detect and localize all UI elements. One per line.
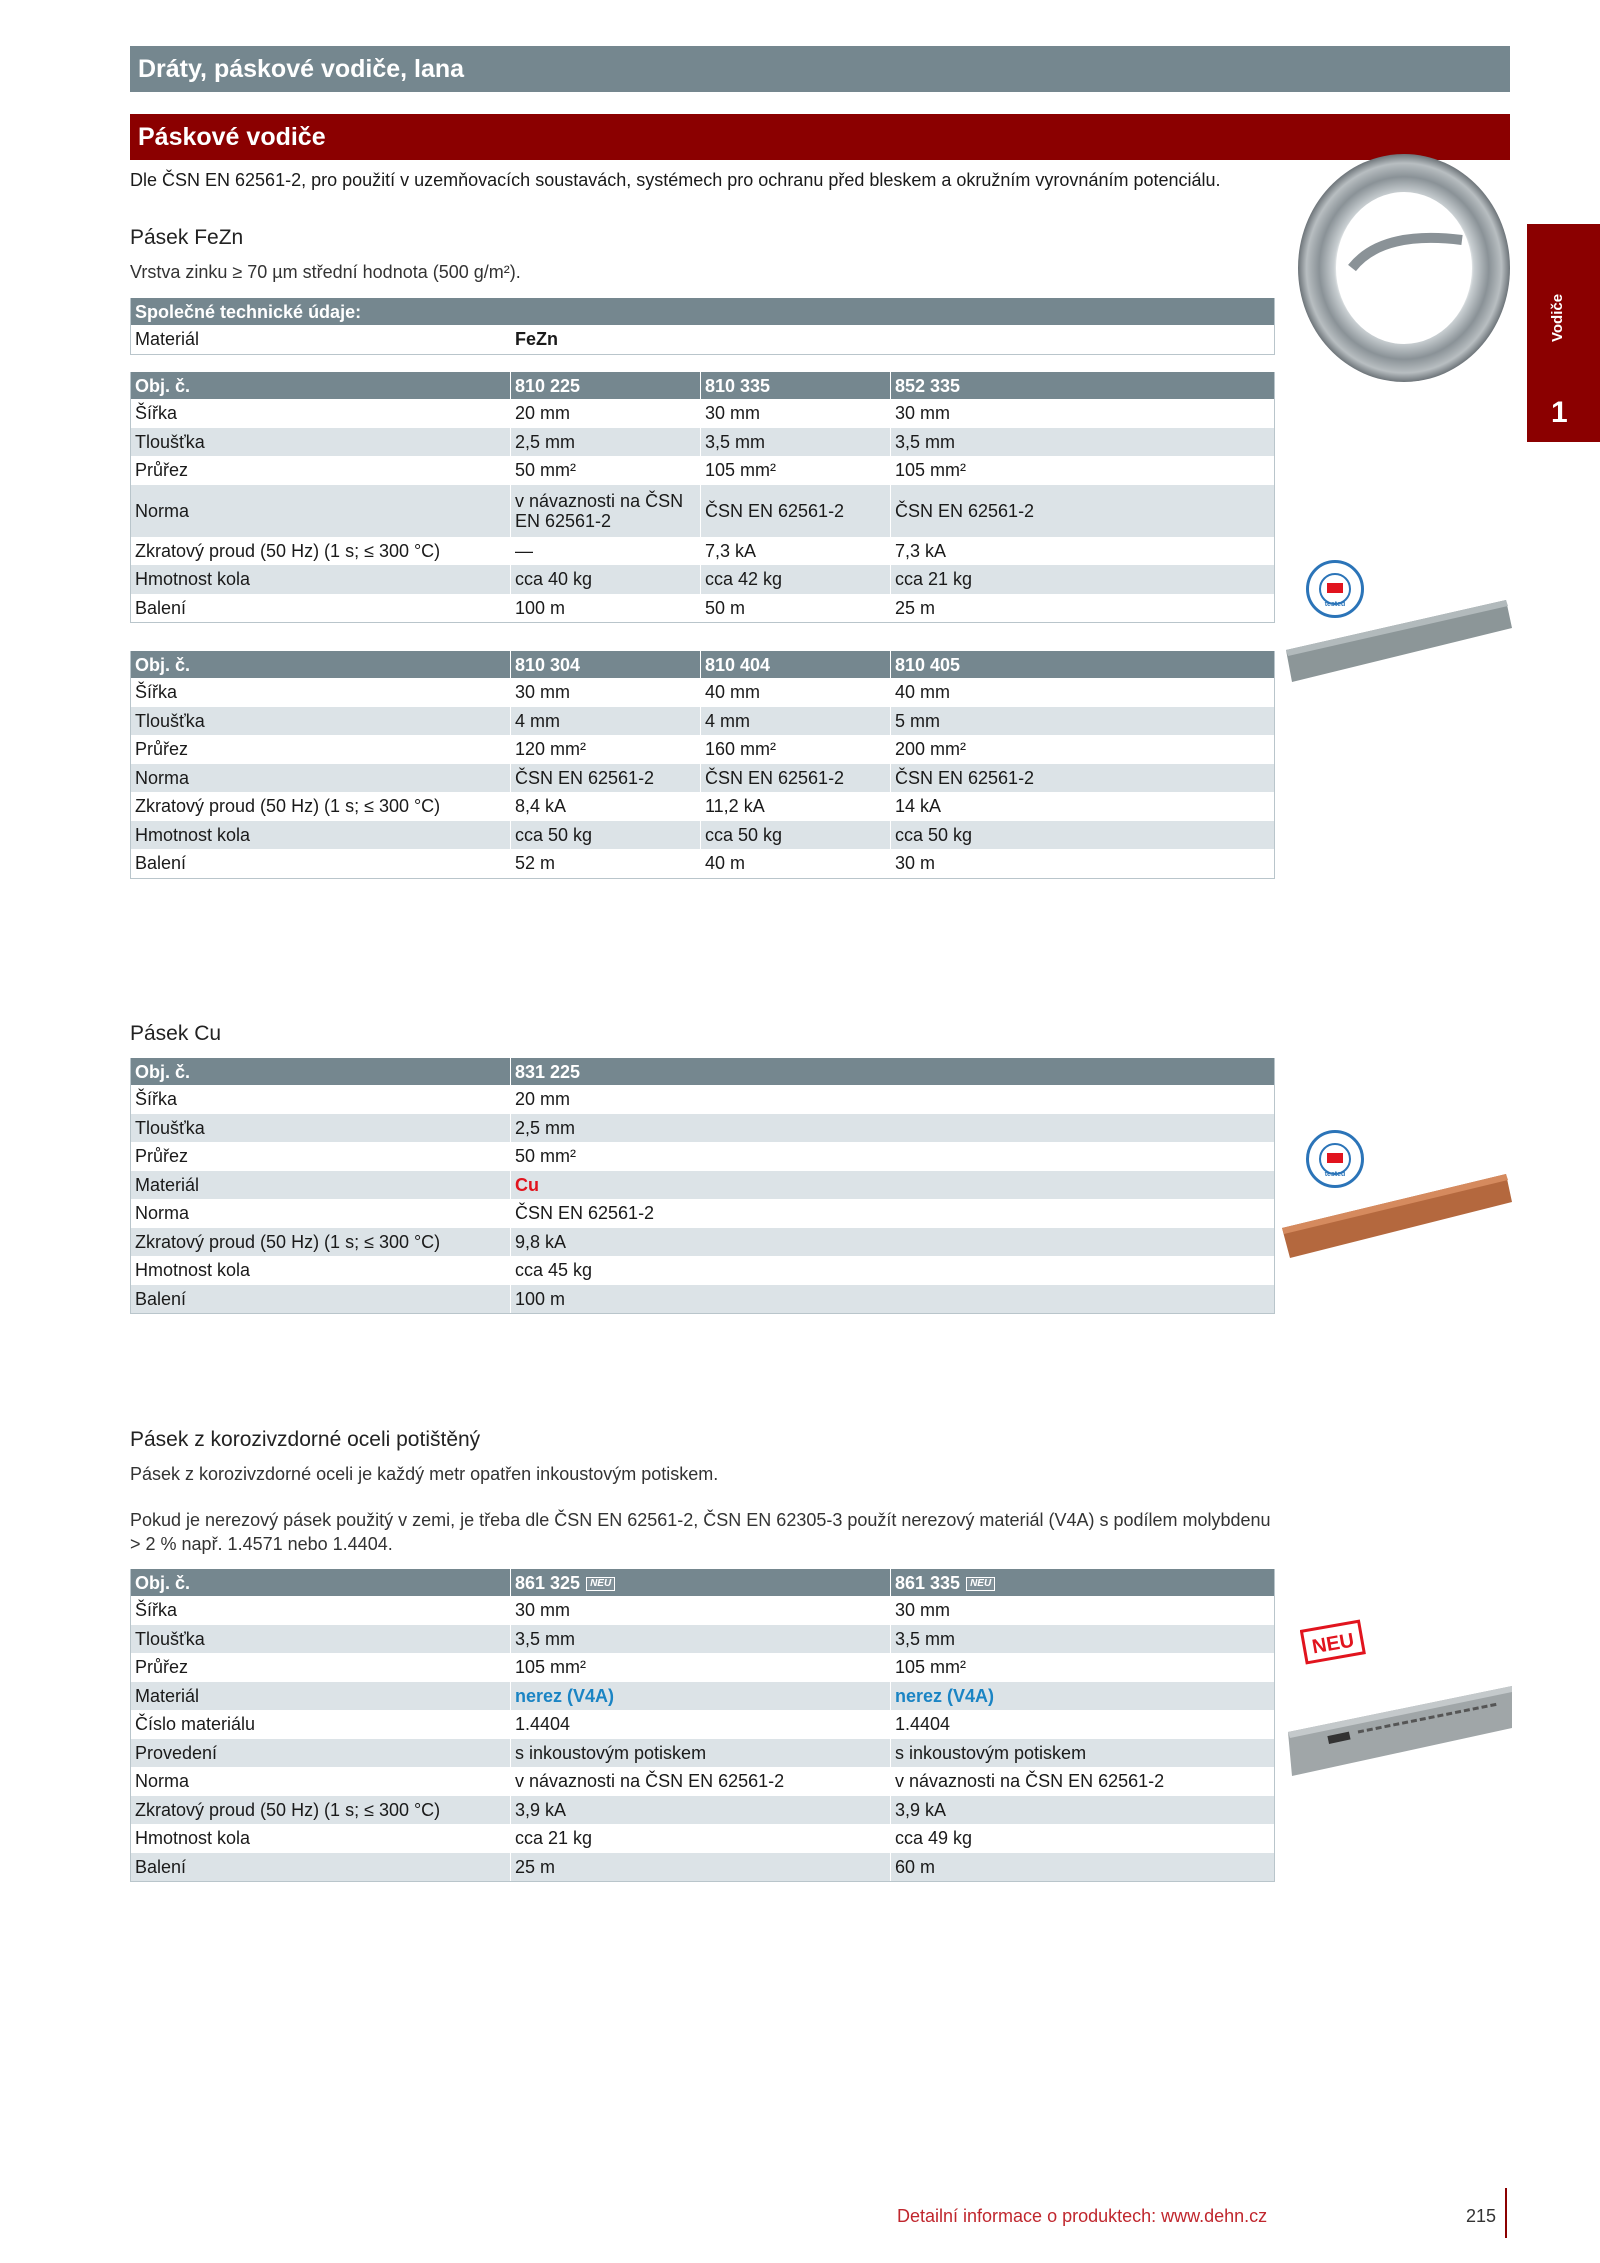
row-value: Cu (511, 1171, 1275, 1200)
cu-table (130, 1058, 1275, 1314)
cu-title: Pásek Cu (130, 1022, 222, 1045)
row-value: 3,5 mm (891, 428, 1275, 457)
row-value: 25 m (511, 1853, 891, 1882)
row-label: Norma (131, 485, 511, 537)
table-row (131, 298, 1275, 325)
row-value: ČSN EN 62561-2 (891, 485, 1275, 537)
row-value: 5 mm (891, 707, 1275, 736)
row-label: Hmotnost kola (131, 821, 511, 850)
row-value: 30 mm (891, 399, 1275, 428)
chapter-tab-number: 1 (1551, 396, 1568, 429)
row-value: 4 mm (511, 707, 701, 736)
row-value: s inkoustovým potiskem (891, 1739, 1275, 1768)
article-number-text: 861 325 (515, 1572, 581, 1593)
table-row (131, 1710, 1275, 1739)
row-label: Materiál (131, 1171, 511, 1200)
row-value: v návaznosti na ČSN EN 62561-2 (511, 485, 701, 537)
row-label: Balení (131, 849, 511, 878)
row-value: 1.4404 (891, 1710, 1275, 1739)
row-value: 11,2 kA (701, 792, 891, 821)
table-row (131, 1596, 1275, 1625)
row-value: 30 m (891, 849, 1275, 878)
article-number (511, 1569, 891, 1596)
table-row (131, 849, 1275, 878)
table-header-row (131, 372, 1275, 399)
fezn-common-table (130, 298, 1275, 355)
row-value: 50 m (701, 594, 891, 623)
row-value: 1.4404 (511, 1710, 891, 1739)
table-row (131, 565, 1275, 594)
table-row (131, 1085, 1275, 1114)
table-row (131, 1853, 1275, 1882)
table-row (131, 821, 1275, 850)
row-label: Materiál (131, 1682, 511, 1711)
fezn-subtitle: Vrstva zinku ≥ 70 µm střední hodnota (500 g/m²). (130, 262, 521, 282)
table-row (131, 1767, 1275, 1796)
row-value: 105 mm² (891, 456, 1275, 485)
row-value: 40 mm (701, 678, 891, 707)
row-value: v návaznosti na ČSN EN 62561-2 (511, 1767, 891, 1796)
row-value: ČSN EN 62561-2 (511, 764, 701, 793)
intro-text: Dle ČSN EN 62561-2, pro použití v uzemňovacích soustavách, systémech pro ochranu před bleskem a okružním vyrovnáním potenciálu. (130, 170, 1221, 190)
table-row (131, 1114, 1275, 1143)
row-value: 3,9 kA (511, 1796, 891, 1825)
row-value: 50 mm² (511, 456, 701, 485)
article-number: 831 225 (511, 1058, 1275, 1085)
article-number: 852 335 (891, 372, 1275, 399)
row-value: s inkoustovým potiskem (511, 1739, 891, 1768)
table-row (131, 764, 1275, 793)
column-header-label: Obj. č. (131, 372, 511, 399)
steel-table (130, 1569, 1275, 1882)
page-rule (1505, 2188, 1507, 2238)
table-header-row (131, 1058, 1275, 1085)
row-value: 3,5 mm (511, 1625, 891, 1654)
neu-stamp (1300, 1618, 1366, 1668)
cu-strip-image (1282, 1166, 1512, 1266)
table-row (131, 1653, 1275, 1682)
row-value: 160 mm² (701, 735, 891, 764)
row-value: 60 m (891, 1853, 1275, 1882)
table-row (131, 735, 1275, 764)
chapter-tab-label: Vodiče (1549, 293, 1566, 342)
fezn-title: Pásek FeZn (130, 226, 244, 249)
table-row (131, 1625, 1275, 1654)
row-value: 20 mm (511, 399, 701, 428)
table-header-row (131, 651, 1275, 678)
fezn-coil-image (1292, 150, 1520, 390)
row-label: Šířka (131, 678, 511, 707)
article-number: 810 225 (511, 372, 701, 399)
row-value: 7,3 kA (701, 537, 891, 566)
row-label: Tloušťka (131, 1625, 511, 1654)
table-row (131, 678, 1275, 707)
row-value: 50 mm² (511, 1142, 1275, 1171)
category-header: Dráty, páskové vodiče, lana (130, 46, 1510, 92)
table-row (131, 537, 1275, 566)
section-header: Páskové vodiče (130, 114, 1510, 160)
row-value: 105 mm² (511, 1653, 891, 1682)
table-row (131, 1228, 1275, 1257)
column-header-label: Obj. č. (131, 1569, 511, 1596)
column-header-label: Obj. č. (131, 1058, 511, 1085)
row-value: nerez (V4A) (891, 1682, 1275, 1711)
row-value: cca 42 kg (701, 565, 891, 594)
row-value: 2,5 mm (511, 428, 701, 457)
table-row (131, 325, 1275, 354)
row-label: Balení (131, 594, 511, 623)
table-row (131, 707, 1275, 736)
table-row (131, 1142, 1275, 1171)
table-row (131, 1199, 1275, 1228)
row-value: nerez (V4A) (511, 1682, 891, 1711)
table-row (131, 1796, 1275, 1825)
row-label: Provedení (131, 1739, 511, 1768)
row-value: 2,5 mm (511, 1114, 1275, 1143)
row-label: Zkratový proud (50 Hz) (1 s; ≤ 300 °C) (131, 1796, 511, 1825)
row-value: ČSN EN 62561-2 (701, 764, 891, 793)
row-value: 30 mm (511, 678, 701, 707)
table-row (131, 456, 1275, 485)
row-label: Průřez (131, 456, 511, 485)
row-label: Šířka (131, 1596, 511, 1625)
row-label: Číslo materiálu (131, 1710, 511, 1739)
row-label: Šířka (131, 1085, 511, 1114)
row-label: Průřez (131, 1142, 511, 1171)
chapter-tab[interactable] (1527, 224, 1600, 442)
row-label: Tloušťka (131, 707, 511, 736)
row-value: — (511, 537, 701, 566)
row-value: cca 50 kg (701, 821, 891, 850)
row-value: 14 kA (891, 792, 1275, 821)
row-value: 200 mm² (891, 735, 1275, 764)
new-badge: NEU (966, 1577, 995, 1591)
row-value: 3,5 mm (891, 1625, 1275, 1654)
article-number: 810 335 (701, 372, 891, 399)
row-value: cca 50 kg (891, 821, 1275, 850)
article-number: 810 404 (701, 651, 891, 678)
row-label: Norma (131, 1199, 511, 1228)
row-value: 3,5 mm (701, 428, 891, 457)
row-label: Norma (131, 1767, 511, 1796)
row-value: cca 21 kg (511, 1824, 891, 1853)
table-row (131, 1739, 1275, 1768)
row-value: 100 m (511, 594, 701, 623)
row-label: Šířka (131, 399, 511, 428)
tested-text: tested (1324, 1171, 1346, 1178)
row-value: 40 m (701, 849, 891, 878)
row-value: v návaznosti na ČSN EN 62561-2 (891, 1767, 1275, 1796)
row-value: cca 49 kg (891, 1824, 1275, 1853)
article-number: 810 405 (891, 651, 1275, 678)
row-value: cca 21 kg (891, 565, 1275, 594)
footer-link[interactable]: Detailní informace o produktech: www.dehn.cz (897, 2206, 1268, 2226)
fezn-table-2 (130, 651, 1275, 879)
table-row (131, 399, 1275, 428)
page-number: 215 (1466, 2206, 1497, 2226)
row-label: Zkratový proud (50 Hz) (1 s; ≤ 300 °C) (131, 792, 511, 821)
row-value: 30 mm (511, 1596, 891, 1625)
row-value: 40 mm (891, 678, 1275, 707)
table-row (131, 485, 1275, 537)
row-value: 7,3 kA (891, 537, 1275, 566)
row-value: 4 mm (701, 707, 891, 736)
row-value: ČSN EN 62561-2 (511, 1199, 1275, 1228)
article-number (891, 1569, 1275, 1596)
row-value: 105 mm² (891, 1653, 1275, 1682)
steel-title: Pásek z korozivzdorné oceli potištěný (130, 1428, 481, 1451)
row-value: ČSN EN 62561-2 (701, 485, 891, 537)
tested-text: tested (1324, 601, 1346, 608)
table-header-row (131, 1569, 1275, 1596)
article-number: 810 304 (511, 651, 701, 678)
table-row (131, 792, 1275, 821)
table-row (131, 594, 1275, 623)
column-header-label: Obj. č. (131, 651, 511, 678)
row-value: 52 m (511, 849, 701, 878)
row-value: 105 mm² (701, 456, 891, 485)
row-value: 120 mm² (511, 735, 701, 764)
article-number-text: 861 335 (895, 1572, 961, 1593)
printed-steel-strip-image (1288, 1670, 1512, 1780)
row-value: 100 m (511, 1285, 1275, 1314)
row-label: Průřez (131, 1653, 511, 1682)
common-value: FeZn (511, 325, 1275, 354)
row-value: 9,8 kA (511, 1228, 1275, 1257)
table-row (131, 1682, 1275, 1711)
row-value: 30 mm (891, 1596, 1275, 1625)
steel-subtitle: Pásek z korozivzdorné oceli je každý metr opatřen inkoustovým potiskem. (130, 1464, 719, 1484)
row-label: Tloušťka (131, 1114, 511, 1143)
table-row (131, 1171, 1275, 1200)
table-row (131, 1256, 1275, 1285)
table-row (131, 428, 1275, 457)
row-value: 30 mm (701, 399, 891, 428)
row-label: Hmotnost kola (131, 1824, 511, 1853)
row-value: ČSN EN 62561-2 (891, 764, 1275, 793)
fezn-strip-image (1286, 590, 1512, 690)
row-label: Hmotnost kola (131, 1256, 511, 1285)
row-value: 20 mm (511, 1085, 1275, 1114)
row-label: Průřez (131, 735, 511, 764)
row-value: cca 45 kg (511, 1256, 1275, 1285)
new-badge: NEU (586, 1577, 615, 1591)
row-label: Balení (131, 1853, 511, 1882)
row-label: Hmotnost kola (131, 565, 511, 594)
row-value: 25 m (891, 594, 1275, 623)
fezn-table-1 (130, 372, 1275, 623)
table-row (131, 1824, 1275, 1853)
row-label: Zkratový proud (50 Hz) (1 s; ≤ 300 °C) (131, 537, 511, 566)
common-header: Společné technické údaje: (131, 298, 1275, 325)
steel-note: Pokud je nerezový pásek použitý v zemi, je třeba dle ČSN EN 62561-2, ČSN EN 62305-3 použít nerezový materiál (V4A) s podílem molybdenu > 2 % např. 1.4571 nebo 1.4404. (130, 1510, 1271, 1554)
row-value: 3,9 kA (891, 1796, 1275, 1825)
row-value: cca 40 kg (511, 565, 701, 594)
common-label: Materiál (131, 325, 511, 354)
row-label: Zkratový proud (50 Hz) (1 s; ≤ 300 °C) (131, 1228, 511, 1257)
svg-text:NEU: NEU (1310, 1629, 1356, 1659)
row-value: 8,4 kA (511, 792, 701, 821)
row-label: Tloušťka (131, 428, 511, 457)
table-row (131, 1285, 1275, 1314)
row-value: cca 50 kg (511, 821, 701, 850)
row-label: Norma (131, 764, 511, 793)
row-label: Balení (131, 1285, 511, 1314)
